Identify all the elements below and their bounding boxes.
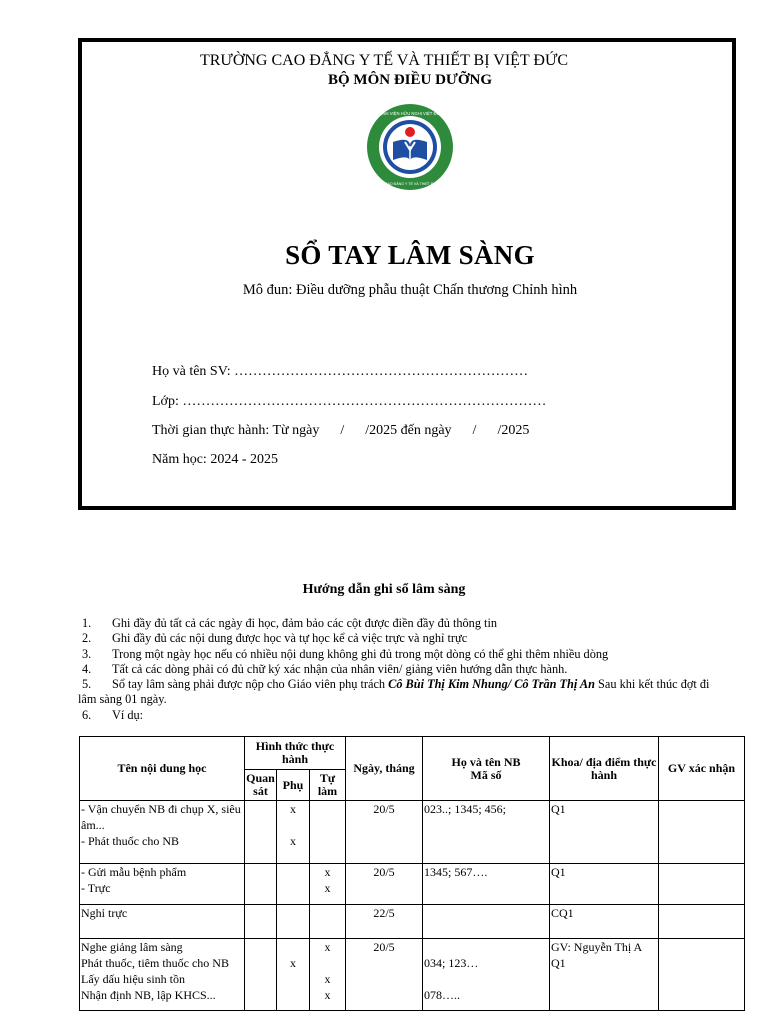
cell-department: Q1 — [550, 864, 659, 905]
cover-frame — [78, 38, 736, 510]
svg-text:TRƯỜNG CAO ĐẲNG Y TẾ VÀ THIẾT: TRƯỜNG CAO ĐẲNG Y TẾ VÀ THIẾT BỊ VIỆT ĐỨC — [367, 182, 453, 186]
cell-self — [310, 801, 346, 864]
class-field: Lớp: …………………………………………………………………… — [152, 394, 547, 409]
table-row — [80, 939, 745, 1011]
header-content: Tên nội dung học — [80, 737, 245, 801]
table-row — [80, 905, 745, 939]
guide-list — [78, 616, 744, 723]
cell-content: Nghỉ trực — [80, 905, 245, 939]
cell-patient — [423, 905, 550, 939]
cell-observe — [245, 939, 277, 1011]
school-year-field: Năm học: 2024 - 2025 — [152, 452, 278, 467]
cell-assist — [277, 864, 310, 905]
department-name: BỘ MÔN ĐIỀU DƯỠNG — [327, 72, 493, 88]
teacher-names: Cô Bùi Thị Kim Nhung/ Cô Trần Thị An — [388, 677, 595, 692]
cell-observe — [245, 905, 277, 939]
cell-confirm — [659, 801, 745, 864]
cell-date: 20/5 — [346, 801, 423, 864]
guide-item: 4. Tất cả các dòng phải có đủ chữ ký xác nhận của nhân viên/ giảng viên hướng dẫn thực hành. — [82, 661, 568, 676]
cell-department: GV: Nguyễn Thị A Q1 — [550, 939, 659, 1011]
cell-content: Nghe giảng lâm sàng Phát thuốc, tiêm thuốc cho NB Lấy dấu hiệu sinh tồn Nhận định NB, lập KHCS... — [80, 939, 245, 1011]
header-confirm: GV xác nhận — [659, 737, 745, 801]
header-observe: Quan sát — [245, 770, 277, 801]
svg-text:BỆNH VIỆN HỮU NGHỊ VIỆT ĐỨC: BỆNH VIỆN HỮU NGHỊ VIỆT ĐỨC — [376, 111, 444, 116]
school-name: TRƯỜNG CAO ĐẲNG Y TẾ VÀ THIẾT BỊ VIỆT ĐỨC — [199, 52, 569, 69]
header-assist: Phụ — [277, 770, 310, 801]
module-name: Mô đun: Điều dưỡng phẫu thuật Chấn thương Chỉnh hình — [242, 282, 578, 298]
cell-content: - Gửi mẫu bệnh phẩm - Trực — [80, 864, 245, 905]
guide-item: 6. Ví dụ: — [82, 707, 144, 722]
cell-confirm — [659, 939, 745, 1011]
cell-assist: x — [277, 939, 310, 1011]
cell-assist — [277, 905, 310, 939]
guide-item-continuation: lâm sàng 01 ngày. — [78, 692, 167, 707]
header-department: Khoa/ địa điểm thực hành — [550, 737, 659, 801]
clinical-log-table — [79, 736, 745, 1011]
school-seal-logo — [365, 102, 455, 192]
cell-department: Q1 — [550, 801, 659, 864]
header-patient: Họ và tên NB Mã số — [423, 737, 550, 801]
cell-patient: 034; 123… 078….. — [423, 939, 550, 1011]
cell-patient: 023..; 1345; 456; — [423, 801, 550, 864]
cell-date: 20/5 — [346, 864, 423, 905]
cell-confirm — [659, 864, 745, 905]
cell-content: - Vận chuyển NB đi chụp X, siêu âm... - Phát thuốc cho NB — [80, 801, 245, 864]
cell-confirm — [659, 905, 745, 939]
header-form: Hình thức thực hành — [245, 737, 346, 770]
table-row — [80, 864, 745, 905]
guide-item: 3. Trong một ngày học nếu có nhiều nội dung không ghi đủ trong một dòng có thể ghi thêm nhiều dòng — [82, 646, 609, 661]
practice-period-field: Thời gian thực hành: Từ ngày / /2025 đến ngày / /2025 — [152, 423, 530, 438]
cell-observe — [245, 801, 277, 864]
cell-self — [310, 905, 346, 939]
header-date: Ngày, tháng — [346, 737, 423, 801]
cell-patient: 1345; 567…. — [423, 864, 550, 905]
guide-item: 5. Sổ tay lâm sàng phải được nộp cho Giáo viên phụ trách Cô Bùi Thị Kim Nhung/ Cô Trần Thị An Sau khi kết thúc đợt đi — [82, 677, 710, 692]
table-row — [80, 801, 745, 864]
cell-department: CQ1 — [550, 905, 659, 939]
document-title: SỔ TAY LÂM SÀNG — [285, 240, 535, 270]
cell-date: 22/5 — [346, 905, 423, 939]
guide-item: 2. Ghi đầy đủ các nội dung được học và tự học kể cả việc trực và nghỉ trực — [82, 631, 468, 646]
cell-self: x x — [310, 864, 346, 905]
student-name-field: Họ và tên SV: ……………………………………………………… — [152, 364, 529, 379]
cell-date: 20/5 — [346, 939, 423, 1011]
cell-assist: x x — [277, 801, 310, 864]
cell-self: x x x — [310, 939, 346, 1011]
guide-item: 1. Ghi đầy đủ tất cả các ngày đi học, đảm bảo các cột được điền đầy đủ thông tin — [82, 616, 498, 630]
header-self: Tự làm — [310, 770, 346, 801]
cell-observe — [245, 864, 277, 905]
guide-title: Hướng dẫn ghi sổ lâm sàng — [302, 582, 466, 597]
